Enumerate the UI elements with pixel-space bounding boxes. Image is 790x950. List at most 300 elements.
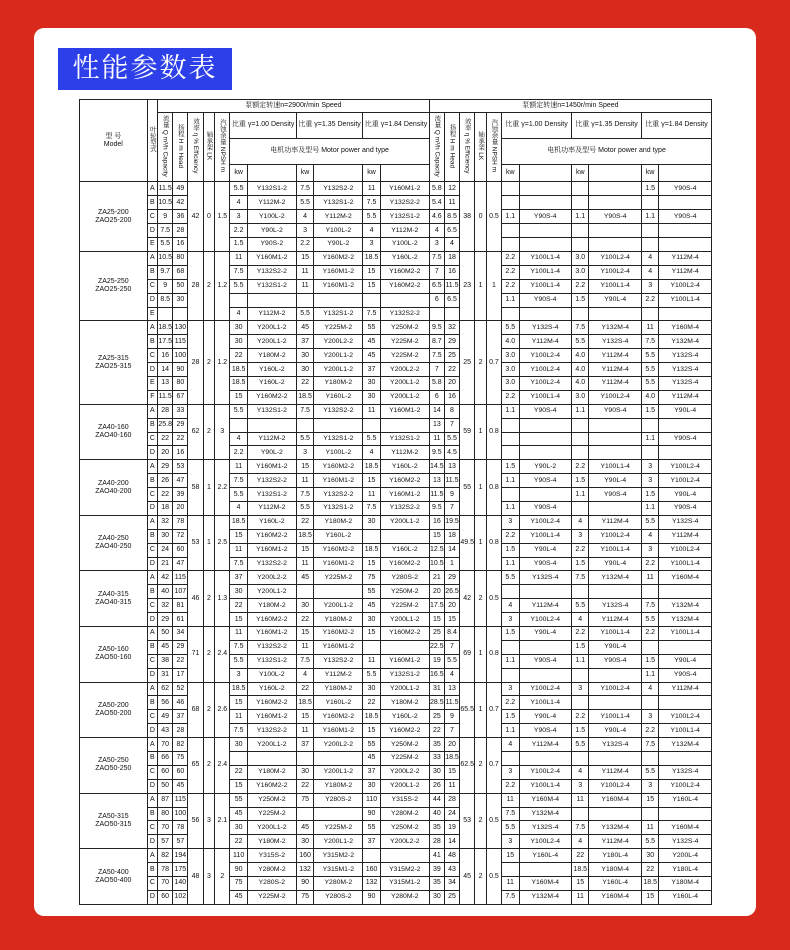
- motor-type-cell: [314, 418, 363, 432]
- kw-cell-1450: 1.5: [502, 460, 519, 474]
- kw-cell: 11: [363, 654, 380, 668]
- motor-type-cell-1450: Y100L2-4: [659, 543, 712, 557]
- flow-cell: 14: [158, 363, 173, 377]
- kw-cell-1450: 4.0: [641, 390, 658, 404]
- kw-cell-1450: 5.5: [641, 376, 658, 390]
- head-cell: 60: [173, 543, 188, 557]
- motor-type-cell: Y100L-2: [314, 446, 363, 460]
- motor-type-cell: Y180M-2: [314, 376, 363, 390]
- kw-cell-1450: 1.1: [572, 654, 589, 668]
- motor-type-cell: Y112M-2: [247, 432, 296, 446]
- table-row: [80, 849, 712, 863]
- kw-cell: 18.5: [230, 682, 247, 696]
- head-cell: 17: [173, 668, 188, 682]
- motor-type-cell: Y132S2-2: [247, 557, 296, 571]
- motor-type-cell: Y200L1-2: [380, 376, 429, 390]
- impeller-type-cell: C: [147, 349, 157, 363]
- kw-cell-1450: 22: [641, 863, 658, 877]
- kw-cell-1450: 5.5: [502, 321, 519, 335]
- flow-cell: 8.5: [158, 293, 173, 307]
- efficiency-cell-1450: 65.5: [460, 682, 475, 738]
- kw-cell: 4: [363, 224, 380, 238]
- npsh-cell: 1.2: [215, 321, 230, 404]
- kw-cell-1450: [641, 446, 658, 460]
- motor-type-cell: Y180M-2: [247, 349, 296, 363]
- table-row: [80, 501, 712, 515]
- shaft-cell-1450: 2: [475, 849, 487, 905]
- kw-cell-1450: 1.5: [572, 557, 589, 571]
- motor-type-cell: Y250M-2: [380, 585, 429, 599]
- model-names-line: ZA40-160: [97, 424, 129, 432]
- kw-cell-1450: 1.1: [572, 210, 589, 224]
- efficiency-cell-1450: 69: [460, 626, 475, 682]
- kw-cell: 30: [296, 349, 313, 363]
- motor-type-cell-1450: Y180M-4: [589, 863, 641, 877]
- motor-type-cell-1450: Y100L1-4: [589, 543, 641, 557]
- flow-cell-1450: 6: [429, 390, 444, 404]
- kw-cell-1450: 2.2: [502, 265, 519, 279]
- kw-cell: 30: [363, 376, 380, 390]
- head-cell-1450: 16: [444, 265, 459, 279]
- kw-cell: 37: [296, 738, 313, 752]
- model-names: [80, 646, 147, 662]
- kw-cell-1450: 30: [641, 849, 658, 863]
- head-cell-1450: 4: [444, 238, 459, 252]
- motor-type-cell: Y160M2-2: [380, 557, 429, 571]
- kw-cell-1450: [502, 238, 519, 252]
- motor-type-cell: Y225M-2: [380, 335, 429, 349]
- head-cell-1450: 12: [444, 182, 459, 196]
- kw-cell-1450: 3.0: [572, 251, 589, 265]
- kw-cell-1450: 3: [641, 710, 658, 724]
- flow-cell: 50: [158, 626, 173, 640]
- motor-type-cell: Y132S1-2: [314, 501, 363, 515]
- model-names: [80, 535, 147, 551]
- table-row: [80, 877, 712, 891]
- kw-cell: 22: [230, 349, 247, 363]
- kw-cell-1450: 2.2: [502, 251, 519, 265]
- kw-cell-1450: 2.2: [502, 779, 519, 793]
- kw-cell-1450: 11: [641, 821, 658, 835]
- kw-cell-1450: [572, 196, 589, 210]
- kw-cell-1450: [502, 752, 519, 766]
- motor-type-cell-1450: Y100L1-4: [519, 529, 571, 543]
- kw-cell-1450: 18.5: [641, 877, 658, 891]
- kw-cell: 37: [363, 765, 380, 779]
- kw-cell-1450: 4: [572, 765, 589, 779]
- speed-1450-header: 泵额定转速n=1450r/min Speed: [429, 100, 711, 113]
- head-cell: 140: [173, 877, 188, 891]
- table-row: [80, 515, 712, 529]
- motor-type-cell: [314, 807, 363, 821]
- table-row: [80, 890, 712, 904]
- flow-header-right: [429, 112, 444, 182]
- motor-type-cell-1450: [659, 224, 712, 238]
- density-3-left: 比重 γ=1.84 Density: [363, 112, 429, 138]
- table-row: [80, 821, 712, 835]
- kw-cell: 30: [363, 613, 380, 627]
- kw-cell-1450: 1.5: [572, 724, 589, 738]
- kw-cell: 5.5: [296, 432, 313, 446]
- kw-header-left: kw: [363, 165, 380, 182]
- motor-type-cell-1450: Y90L-4: [589, 724, 641, 738]
- kw-cell: [363, 640, 380, 654]
- kw-cell: 30: [230, 335, 247, 349]
- motor-type-cell: Y160M2-2: [380, 265, 429, 279]
- kw-cell: 5.5: [296, 196, 313, 210]
- kw-cell: 11: [296, 474, 313, 488]
- motor-type-cell-1450: Y100L1-4: [519, 265, 571, 279]
- motor-type-cell: Y200L2-2: [314, 335, 363, 349]
- npsh-cell: 2.4: [215, 738, 230, 794]
- kw-cell: 110: [363, 793, 380, 807]
- kw-cell-1450: 11: [641, 321, 658, 335]
- kw-cell: 4: [230, 432, 247, 446]
- motor-type-cell-1450: Y132M-4: [659, 599, 712, 613]
- motor-type-cell-1450: Y160L-4: [519, 849, 571, 863]
- model-names-line: ZA50-315: [97, 812, 129, 820]
- impeller-type-cell: E: [147, 376, 157, 390]
- kw-cell: 55: [230, 793, 247, 807]
- motor-type-cell-1450: Y90L-4: [519, 543, 571, 557]
- flow-cell-1450: 14: [429, 404, 444, 418]
- shaft-header-right: [475, 112, 487, 182]
- motor-type-cell-1450: [519, 182, 571, 196]
- kw-cell-1450: 11: [502, 877, 519, 891]
- eff-header-left-text: 效率 η % Efficiency: [192, 117, 199, 174]
- shaft-cell: 2: [203, 571, 215, 627]
- kw-cell: 18.5: [363, 543, 380, 557]
- head-cell: 90: [173, 363, 188, 377]
- head-cell: 130: [173, 321, 188, 335]
- efficiency-cell: 42: [188, 182, 203, 251]
- kw-cell-1450: 1.1: [502, 724, 519, 738]
- motor-type-cell: Y160M1-2: [380, 182, 429, 196]
- kw-cell-1450: 11: [572, 890, 589, 904]
- model-header-text: [80, 133, 147, 149]
- table-row: [80, 696, 712, 710]
- impeller-type-cell: A: [147, 182, 157, 196]
- type-header-left: [247, 165, 296, 182]
- flow-cell-1450: 15: [429, 529, 444, 543]
- motor-type-cell-1450: Y132M-4: [519, 807, 571, 821]
- kw-cell-1450: 4.0: [572, 376, 589, 390]
- kw-cell-1450: 4: [502, 599, 519, 613]
- shaft-header-right-text: 轴承架 LK: [477, 130, 485, 161]
- head-cell: 45: [173, 779, 188, 793]
- motor-type-cell: Y180M-2: [314, 613, 363, 627]
- table-row: [80, 654, 712, 668]
- kw-cell: [296, 585, 313, 599]
- motor-type-cell: Y200L1-2: [247, 335, 296, 349]
- kw-cell: 11: [230, 251, 247, 265]
- motor-type-cell-1450: [519, 488, 571, 502]
- motor-type-cell-1450: Y112M-4: [589, 765, 641, 779]
- motor-type-cell-1450: Y180M-4: [659, 877, 712, 891]
- head-cell-1450: 14: [444, 543, 459, 557]
- motor-type-cell-1450: Y112M-4: [659, 251, 712, 265]
- flow-cell: 24: [158, 543, 173, 557]
- kw-cell: 4: [296, 668, 313, 682]
- model-names-line: ZA50-160: [97, 646, 129, 654]
- motor-type-cell-1450: [659, 807, 712, 821]
- kw-cell-1450: 7.5: [641, 599, 658, 613]
- motor-type-cell: Y132S2-2: [380, 196, 429, 210]
- model-header-text-line: 型 号: [105, 132, 122, 140]
- flow-cell: 13: [158, 376, 173, 390]
- kw-cell: 15: [230, 390, 247, 404]
- npsh-cell: 2.1: [215, 793, 230, 849]
- shaft-header-left: [203, 112, 215, 182]
- efficiency-cell-1450: 38: [460, 182, 475, 251]
- table-row: [80, 488, 712, 502]
- npsh-header-left: [215, 112, 230, 182]
- motor-type-cell-1450: Y160L-4: [659, 793, 712, 807]
- motor-type-cell: Y225M-2: [247, 890, 296, 904]
- kw-cell-1450: [641, 585, 658, 599]
- head-cell: 115: [173, 793, 188, 807]
- kw-cell: [363, 529, 380, 543]
- kw-cell: 11: [296, 279, 313, 293]
- flow-cell-1450: 30: [429, 765, 444, 779]
- efficiency-cell-1450: 53: [460, 793, 475, 849]
- npsh-cell-1450: 0.5: [486, 571, 501, 627]
- motor-type-cell-1450: Y132S-4: [589, 335, 641, 349]
- flow-cell-1450: 9.5: [429, 446, 444, 460]
- kw-cell-1450: 5.5: [572, 738, 589, 752]
- kw-cell-1450: 3: [502, 765, 519, 779]
- motor-type-cell: Y160M1-2: [247, 543, 296, 557]
- motor-type-cell-1450: [659, 196, 712, 210]
- flow-cell: 29: [158, 460, 173, 474]
- table-row: [80, 238, 712, 252]
- table-row: [80, 557, 712, 571]
- motor-type-cell: Y200L1-2: [247, 321, 296, 335]
- flow-cell-1450: 22.5: [429, 640, 444, 654]
- motor-type-cell: [314, 585, 363, 599]
- type-header-right: [519, 165, 571, 182]
- motor-type-cell-1450: [659, 640, 712, 654]
- table-row: [80, 543, 712, 557]
- head-cell-1450: 9: [444, 488, 459, 502]
- motor-type-cell: Y160M1-2: [314, 474, 363, 488]
- kw-cell: 3: [296, 446, 313, 460]
- impeller-type-cell: D: [147, 363, 157, 377]
- motor-type-cell-1450: [519, 224, 571, 238]
- kw-cell: 90: [363, 890, 380, 904]
- impeller-type-cell: B: [147, 863, 157, 877]
- flow-cell-1450: 44: [429, 793, 444, 807]
- flow-cell: 10.5: [158, 196, 173, 210]
- flow-cell-1450: 41: [429, 849, 444, 863]
- kw-cell-1450: 5.5: [641, 515, 658, 529]
- npsh-header-left-text: 汽蚀余量 NPSH m: [218, 119, 226, 173]
- flow-cell: 66: [158, 752, 173, 766]
- motor-type-cell-1450: [659, 696, 712, 710]
- head-cell-1450: 7: [444, 501, 459, 515]
- motor-type-cell: Y160M2-2: [314, 251, 363, 265]
- kw-cell-1450: 3.0: [572, 390, 589, 404]
- shaft-header-left-text: 轴承架 LK: [205, 130, 213, 161]
- motor-type-cell-1450: Y100L2-4: [519, 835, 571, 849]
- head-cell-1450: 8: [444, 404, 459, 418]
- flow-cell-1450: 5.8: [429, 182, 444, 196]
- efficiency-cell: 46: [188, 571, 203, 627]
- motor-type-cell-1450: Y132S-4: [589, 738, 641, 752]
- model-cell: [80, 626, 148, 682]
- kw-cell: 2.2: [230, 224, 247, 238]
- kw-cell-1450: [502, 585, 519, 599]
- motor-type-cell-1450: Y100L2-4: [519, 349, 571, 363]
- motor-type-cell-1450: [519, 432, 571, 446]
- shaft-cell: 2: [203, 404, 215, 460]
- flow-cell: 25.8: [158, 418, 173, 432]
- kw-cell-1450: 7.5: [502, 807, 519, 821]
- motor-type-cell-1450: Y132S-4: [519, 821, 571, 835]
- kw-cell-1450: 2.2: [641, 557, 658, 571]
- kw-cell: [363, 418, 380, 432]
- efficiency-cell-1450: 45: [460, 849, 475, 905]
- flow-cell-1450: 10.5: [429, 557, 444, 571]
- motor-type-cell-1450: Y90L-4: [659, 488, 712, 502]
- motor-type-cell: Y160M2-2: [380, 279, 429, 293]
- model-names: [80, 813, 147, 829]
- head-cell-1450: 13: [444, 682, 459, 696]
- head-cell: 115: [173, 571, 188, 585]
- kw-cell: 5.5: [230, 182, 247, 196]
- kw-cell: 11: [230, 460, 247, 474]
- kw-cell-1450: 3: [641, 474, 658, 488]
- npsh-cell-1450: 1: [486, 251, 501, 320]
- kw-cell: 3: [230, 668, 247, 682]
- motor-type-cell-1450: Y100L1-4: [589, 710, 641, 724]
- flow-cell: 18: [158, 501, 173, 515]
- impeller-type-cell: C: [147, 210, 157, 224]
- motor-type-cell: Y280S-2: [380, 571, 429, 585]
- motor-type-cell-1450: Y90S-4: [519, 724, 571, 738]
- kw-cell-1450: 3: [641, 779, 658, 793]
- impeller-type-cell: A: [147, 849, 157, 863]
- head-cell-1450: 4.5: [444, 446, 459, 460]
- kw-cell-1450: [502, 640, 519, 654]
- impeller-type-cell: E: [147, 307, 157, 321]
- motor-type-cell: Y225M-2: [314, 821, 363, 835]
- kw-header-right: kw: [572, 165, 589, 182]
- impeller-type-cell: A: [147, 571, 157, 585]
- head-cell-1450: 15: [444, 613, 459, 627]
- flow-header-left: [158, 112, 173, 182]
- table-row: [80, 321, 712, 335]
- motor-type-cell: Y160M1-2: [380, 404, 429, 418]
- kw-cell: 45: [363, 599, 380, 613]
- motor-type-cell-1450: Y100L1-4: [589, 460, 641, 474]
- efficiency-cell: 65: [188, 738, 203, 794]
- table-row: [80, 613, 712, 627]
- motor-type-cell: Y112M-2: [380, 446, 429, 460]
- flow-cell-1450: 15: [429, 613, 444, 627]
- kw-cell: [363, 849, 380, 863]
- model-names-line: ZA25-200: [97, 208, 129, 216]
- kw-cell: 22: [230, 765, 247, 779]
- kw-cell-1450: 7.5: [641, 738, 658, 752]
- npsh-cell: 2.5: [215, 515, 230, 571]
- model-names-line: ZAO25-315: [95, 362, 132, 370]
- table-row: [80, 474, 712, 488]
- head-cell: 47: [173, 474, 188, 488]
- kw-cell-1450: [641, 196, 658, 210]
- model-cell: [80, 793, 148, 849]
- kw-cell: 7.5: [296, 404, 313, 418]
- flow-cell-1450: 40: [429, 807, 444, 821]
- flow-cell-1450: 7.5: [429, 251, 444, 265]
- motor-type-cell: Y225M-2: [314, 321, 363, 335]
- kw-cell-1450: [502, 863, 519, 877]
- flow-cell: 16: [158, 349, 173, 363]
- flow-cell-1450: 35: [429, 738, 444, 752]
- kw-cell-1450: [641, 238, 658, 252]
- kw-cell: [363, 293, 380, 307]
- kw-header-left: kw: [296, 165, 313, 182]
- motor-type-cell: Y200L1-2: [314, 765, 363, 779]
- impeller-header-text: 叶轮型式: [148, 126, 156, 153]
- kw-cell: [230, 418, 247, 432]
- motor-type-cell-1450: [589, 196, 641, 210]
- table-row: [80, 807, 712, 821]
- head-cell: 81: [173, 599, 188, 613]
- head-cell-1450: 9: [444, 710, 459, 724]
- kw-cell-1450: [502, 224, 519, 238]
- kw-cell-1450: 1.1: [502, 557, 519, 571]
- motor-type-cell: Y160M2-2: [247, 696, 296, 710]
- kw-cell: 15: [363, 279, 380, 293]
- impeller-type-cell: C: [147, 710, 157, 724]
- motor-type-cell-1450: Y112M-4: [589, 349, 641, 363]
- motor-type-cell: Y132S2-2: [247, 474, 296, 488]
- motor-type-cell: Y180M-2: [314, 779, 363, 793]
- impeller-type-cell: F: [147, 390, 157, 404]
- kw-cell-1450: 1.1: [641, 432, 658, 446]
- flow-cell-1450: 22: [429, 724, 444, 738]
- kw-cell-1450: 4: [641, 682, 658, 696]
- head-cell: 22: [173, 432, 188, 446]
- kw-cell-1450: 5.5: [502, 571, 519, 585]
- kw-cell: 90: [230, 863, 247, 877]
- kw-cell-1450: 18.5: [572, 863, 589, 877]
- impeller-type-cell: C: [147, 599, 157, 613]
- kw-cell-1450: 1.1: [502, 210, 519, 224]
- head-cell: 67: [173, 390, 188, 404]
- head-cell-1450: 20: [444, 599, 459, 613]
- head-cell-1450: 18: [444, 529, 459, 543]
- motor-type-cell-1450: Y112M-4: [659, 390, 712, 404]
- motor-type-cell-1450: Y132M-4: [659, 738, 712, 752]
- motor-type-cell: Y280M-2: [247, 863, 296, 877]
- motor-type-cell-1450: Y100L2-4: [589, 390, 641, 404]
- model-names-line: ZAO40-315: [95, 598, 132, 606]
- efficiency-cell: 68: [188, 682, 203, 738]
- motor-type-cell: Y160M2-2: [247, 529, 296, 543]
- shaft-cell-1450: 1: [475, 460, 487, 516]
- kw-cell: 18.5: [363, 710, 380, 724]
- kw-cell-1450: 3: [502, 613, 519, 627]
- kw-cell-1450: [641, 696, 658, 710]
- npsh-cell: 2.4: [215, 626, 230, 682]
- kw-cell: 5.5: [363, 668, 380, 682]
- motor-type-cell-1450: Y100L2-4: [659, 710, 712, 724]
- kw-cell-1450: 5.5: [641, 835, 658, 849]
- head-cell-1450: 20: [444, 376, 459, 390]
- flow-cell-1450: 33: [429, 752, 444, 766]
